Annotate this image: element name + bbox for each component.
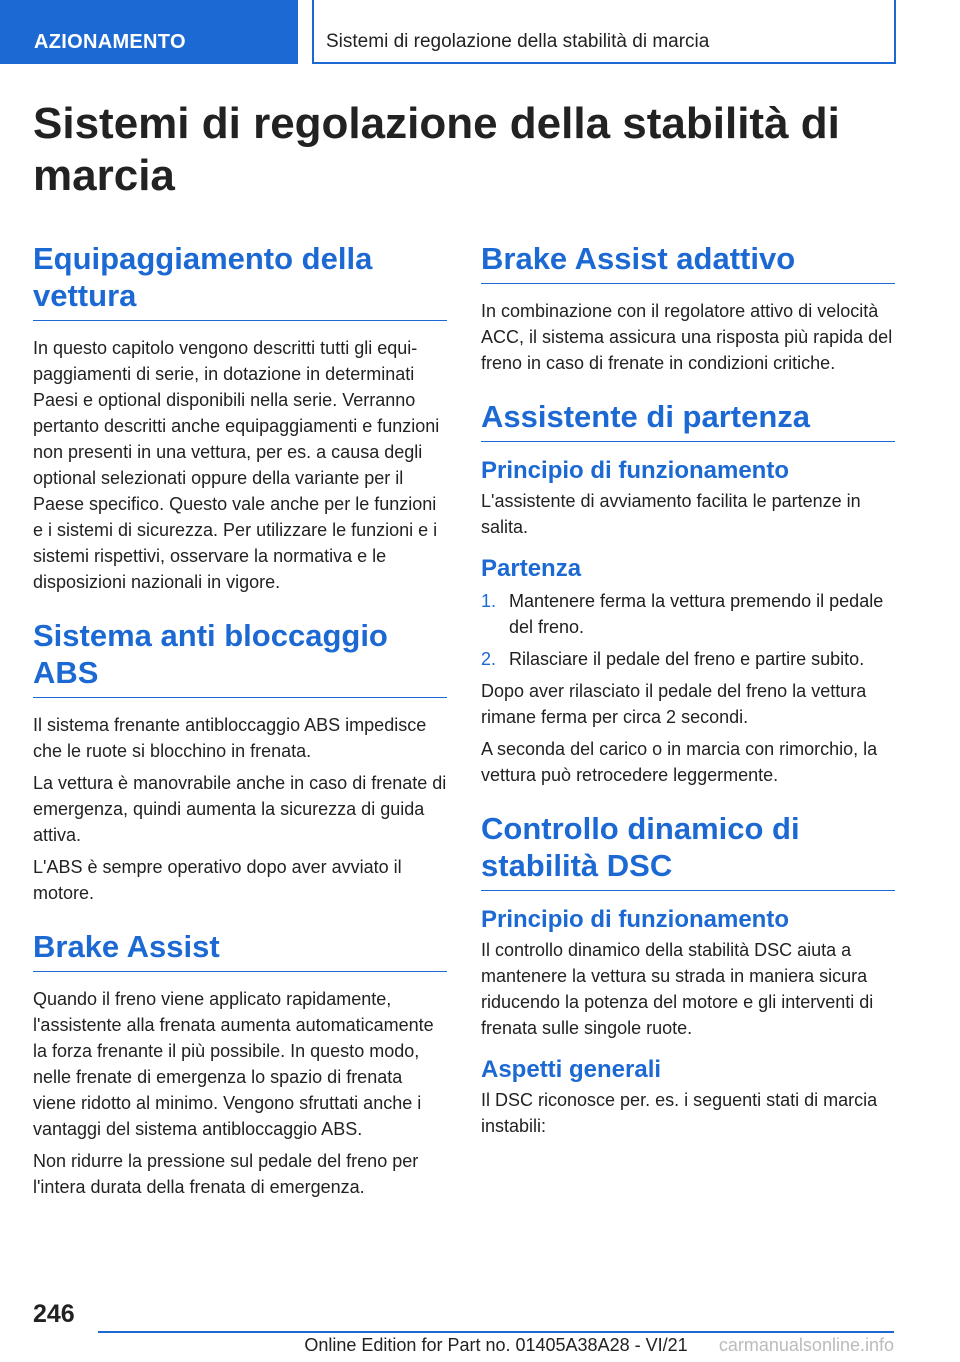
subsection-heading: Principio di funzionamento	[481, 457, 789, 484]
paragraph: Quando il freno viene applicato rapidamente, l'assistente alla frenata aumenta automaticamente la forza frenante il più possibile. In questo modo, nelle frenate di emergenza lo spazio di frenata viene ridotto al minimo. Vengono sfruttati anche i vantaggi del sistema antibloccaggio ABS.	[33, 989, 434, 1139]
paragraph: Dopo aver rilasciato il pedale del freno la vettura rimane ferma per circa 2 secondi.	[481, 681, 867, 727]
paragraph: Il controllo dinamico della stabilità DSC aiuta a mantenere la vettura su strada in maniera sicura riducendo la potenza del motore e gli interventi di frenata sulle singole ruote.	[481, 940, 874, 1038]
paragraph: L'ABS è sempre operativo dopo aver avviato il motore.	[33, 857, 402, 903]
paragraph: In questo capitolo vengono descritti tutti gli equipaggiamenti di serie, in dotazione in determinati Paesi e optional disponibili nella serie. Verranno pertanto descritti anche equipaggiamenti e funzioni non presenti in una vettura, per es. a causa degli optional selezionati oppure della variante per il Paese specifico. Questo vale anche per le funzioni e i sistemi di sicurezza. Per utilizzare le funzioni e i sistemi rispettivi, osservare la normativa e le disposizioni nazionali in vigore.	[33, 338, 440, 592]
subsection-general	[481, 1055, 895, 1139]
page-title: Sistemi di regolazione della stabilità di marcia	[33, 99, 840, 200]
subsection-heading: Partenza	[481, 555, 582, 582]
step-list	[481, 588, 895, 672]
section-brake-assist	[33, 928, 447, 1200]
list-item	[481, 588, 895, 640]
paragraph: Il sistema frenante antibloccaggio ABS impedisce che le ruote si blocchino in frenata.	[33, 715, 427, 761]
step-number: 1.	[481, 591, 497, 611]
watermark: carmanualsonline.info	[718, 1335, 894, 1355]
chapter-tab: AZIONAMENTO	[0, 0, 298, 64]
subsection-function	[481, 456, 895, 540]
paragraph: La vettura è manovrabile anche in caso di frenate di emergenza, quindi aumenta la sicurezza di guida attiva.	[33, 773, 447, 845]
section-dsc	[481, 810, 895, 1139]
section-heading: Brake Assist adattivo	[481, 240, 895, 284]
subsection-function	[481, 905, 895, 1041]
section-hill-start-assist	[481, 398, 895, 788]
subsection-heading: Principio di funzionamento	[481, 906, 789, 933]
paragraph: Il DSC riconosce per. es. i seguenti stati di marcia instabili:	[481, 1090, 878, 1136]
list-item	[481, 646, 895, 672]
subsection-heading: Aspetti generali	[481, 1056, 662, 1083]
edition-footer: Online Edition for Part no. 01405A38A28 - VI/21	[304, 1335, 688, 1355]
paragraph: L'assistente di avviamento facilita le partenze in salita.	[481, 491, 861, 537]
section-heading: Controllo dinamico di stabilità DSC	[481, 810, 895, 891]
section-heading: Sistema anti bloccaggio ABS	[33, 617, 447, 698]
section-equipment	[33, 240, 447, 595]
section-adaptive-brake-assist	[481, 240, 895, 376]
step-number: 2.	[481, 649, 497, 669]
section-heading: Brake Assist	[33, 928, 447, 972]
running-header: Sistemi di regolazione della stabilità di marcia	[312, 0, 896, 64]
section-heading: Equipaggiamento della vettura	[33, 240, 447, 321]
section-heading: Assistente di partenza	[481, 398, 895, 442]
left-column	[33, 240, 447, 1222]
page-number: 246	[33, 1300, 75, 1328]
footer-rule	[98, 1331, 894, 1333]
step-text: Mantenere ferma la vettura premendo il pedale del freno.	[509, 591, 884, 637]
subsection-start	[481, 554, 895, 788]
paragraph: A seconda del carico o in marcia con rimorchio, la vettura può retrocedere leggermente.	[481, 739, 878, 785]
right-column	[481, 240, 895, 1161]
paragraph: In combinazione con il regolatore attivo di velocità ACC, il sistema assicura una risposta più rapida del freno in caso di frenate in condizioni critiche.	[481, 301, 893, 373]
paragraph: Non ridurre la pressione sul pedale del freno per l'intera durata della frenata di emergenza.	[33, 1151, 419, 1197]
section-abs	[33, 617, 447, 906]
step-text: Rilasciare il pedale del freno e partire subito.	[509, 649, 865, 669]
